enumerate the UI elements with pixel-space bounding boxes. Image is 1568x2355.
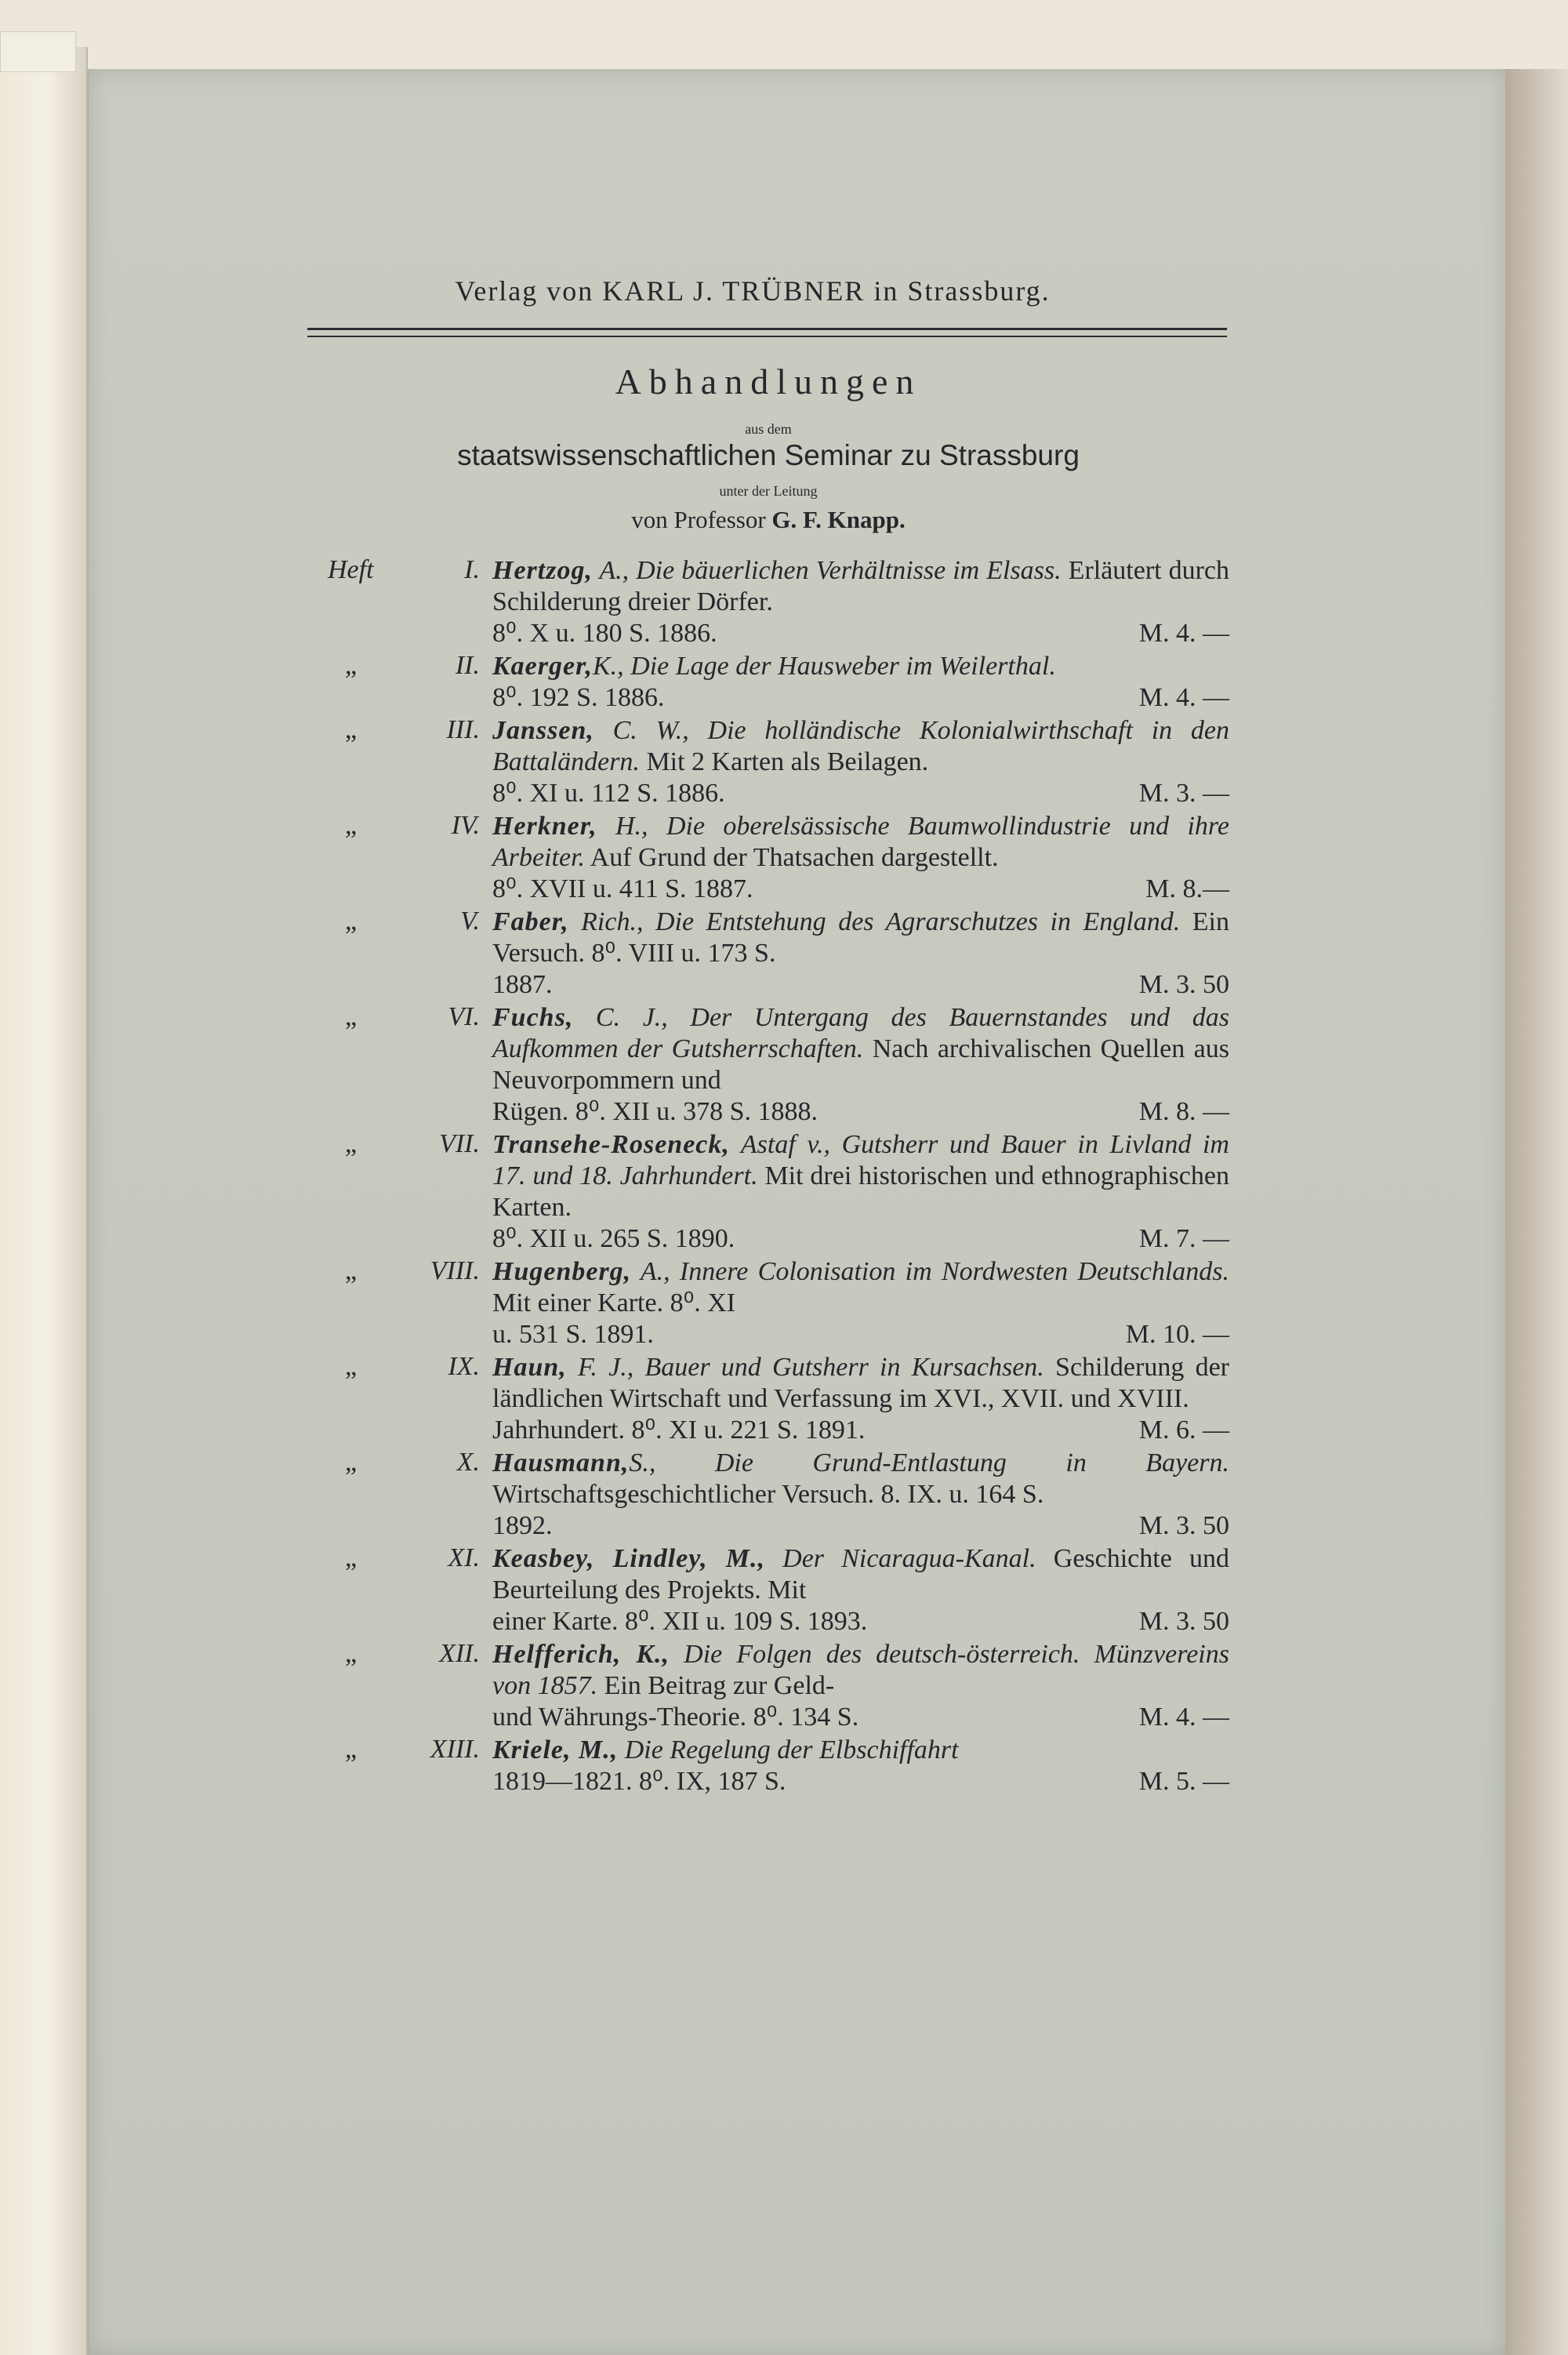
heft-price: M. 10. — — [1125, 1320, 1229, 1349]
heft-number: II. — [455, 651, 480, 680]
heft-label: Heft — [328, 555, 374, 584]
header-rule-thick — [307, 328, 1227, 330]
heft-title: Die Regelung der Elbschiffahrt — [618, 1735, 959, 1764]
heft-author-initials: A., — [631, 1257, 670, 1286]
heft-author: Kaerger, — [492, 652, 593, 681]
heft-details: Schilderung der ländlichen Wirtschaft und Verfassung im XVI., XVII. und XVIII. — [492, 1353, 1229, 1413]
heft-title: Die Folgen des deutsch-österreich. Münzvereins von 1857. — [492, 1640, 1229, 1700]
heft-author: Keasbey, Lindley, M., — [492, 1544, 765, 1573]
heft-details: Auf Grund der Thatsachen dargestellt. — [585, 843, 999, 872]
heft-list — [0, 555, 1333, 1799]
heft-imprint — [492, 1223, 1229, 1255]
heft-author: Hugenberg, — [492, 1257, 632, 1286]
heft-price: M. 3. 50 — [1138, 970, 1229, 999]
heft-number: IV. — [451, 811, 480, 840]
heft-author: Janssen, — [492, 716, 594, 745]
heft-number: VII. — [439, 1129, 480, 1158]
heft-description — [492, 1129, 1229, 1255]
heft-price: M. 4. — — [1138, 619, 1229, 648]
heft-number: VI. — [448, 1002, 480, 1031]
ditto-mark: „ — [345, 1639, 358, 1668]
heft-description — [492, 715, 1229, 809]
heft-year-pages: 8⁰. X u. 180 S. 1886. — [492, 619, 717, 648]
ditto-mark: „ — [345, 811, 358, 840]
heft-imprint — [492, 1702, 1229, 1733]
heft-author: Fuchs, — [492, 1003, 574, 1032]
heft-imprint — [492, 1766, 1229, 1797]
heft-imprint — [492, 874, 1229, 905]
heft-imprint — [492, 1606, 1229, 1637]
heft-title: Die Grund-Entlastung in Bayern. — [655, 1448, 1229, 1477]
series-seminar: staatswissenschaftlichen Seminar zu Strassburg — [457, 439, 1080, 471]
heft-price: M. 4. — — [1138, 683, 1229, 712]
ditto-mark: „ — [345, 907, 358, 936]
heft-title: Bauer und Gutsherr in Kursachsen. — [633, 1353, 1044, 1382]
heft-number: XII. — [439, 1639, 480, 1668]
heft-price: M. 8. — — [1138, 1097, 1229, 1126]
heft-price: M. 6. — — [1138, 1416, 1229, 1445]
heft-details: Wirtschaftsgeschichtlicher Versuch. 8. IX. u. 164 S. — [492, 1480, 1044, 1509]
heft-description — [492, 1543, 1229, 1637]
series-editor — [282, 506, 1254, 534]
heft-imprint — [492, 969, 1229, 1001]
editor-name: G. F. Knapp. — [771, 506, 906, 533]
heft-title: Der Untergang des Bauernstandes und das Aufkommen der Gutsherrschaften. — [492, 1003, 1229, 1063]
heft-details: Mit drei historischen und ethnographischen Karten. — [492, 1161, 1229, 1222]
heft-title: Innere Colonisation im Nordwesten Deutschlands. — [670, 1257, 1230, 1286]
heft-entry — [0, 1639, 1333, 1733]
heft-author-initials: Astaf v., — [729, 1130, 830, 1159]
heft-author-initials: H., — [597, 812, 648, 841]
heft-author-initials: C. J., — [573, 1003, 668, 1032]
heft-imprint — [492, 1415, 1229, 1446]
heft-number: XIII. — [430, 1735, 480, 1764]
heft-imprint — [492, 778, 1229, 809]
series-aus-dem: aus dem — [745, 421, 792, 437]
heft-author: Hausmann, — [492, 1448, 630, 1477]
heft-price: M. 8.— — [1145, 874, 1229, 903]
heft-title: Die oberelsässische Baumwollindustrie und ihre Arbeiter. — [492, 812, 1229, 872]
heft-title: Die Entstehung des Agrarschutzes in England. — [643, 907, 1181, 936]
series-leitung: unter der Leitung — [719, 483, 818, 499]
heft-title: Der Nicaragua-Kanal. — [764, 1544, 1036, 1573]
heft-details: Ein Beitrag zur Geld- — [597, 1671, 835, 1700]
heft-details: Ein Versuch. 8⁰. VIII u. 173 S. — [492, 907, 1230, 968]
heft-author: Helfferich, K., — [492, 1640, 670, 1669]
heft-price: M. 3. — — [1138, 779, 1229, 808]
heft-title: Die holländische Kolonialwirthschaft in den Battaländern. — [492, 716, 1229, 776]
heft-number: X. — [456, 1448, 480, 1477]
heft-author: Herkner, — [492, 812, 597, 841]
heft-entry — [0, 1256, 1333, 1350]
heft-entry — [0, 1543, 1333, 1637]
page-shadow — [1505, 69, 1568, 2355]
ditto-mark: „ — [345, 1002, 358, 1031]
heft-entry — [0, 1129, 1333, 1255]
heft-number: XI. — [448, 1543, 480, 1572]
heft-entry — [0, 1002, 1333, 1128]
ditto-mark: „ — [345, 1543, 358, 1572]
heft-entry — [0, 1448, 1333, 1542]
heft-imprint — [492, 1096, 1229, 1128]
heft-details: Nach archivalischen Quellen aus Neuvorpommern und — [492, 1034, 1229, 1095]
heft-description — [492, 1735, 1229, 1797]
heft-year-pages: 1819—1821. 8⁰. IX, 187 S. — [492, 1767, 786, 1796]
heft-author: Haun, — [492, 1353, 567, 1382]
series-title: Abhandlungen — [615, 362, 922, 402]
heft-year-pages: einer Karte. 8⁰. XII u. 109 S. 1893. — [492, 1607, 868, 1636]
heft-author-initials: F. J., — [566, 1353, 634, 1382]
heft-author: Hertzog, — [492, 556, 593, 585]
heft-description — [492, 651, 1229, 714]
ditto-mark: „ — [345, 1448, 358, 1477]
heft-entry — [0, 907, 1333, 1001]
heft-number: VIII. — [430, 1256, 480, 1285]
heft-details: Erläutert durch Schilderung dreier Dörfer. — [492, 556, 1230, 616]
heft-year-pages: 8⁰. 192 S. 1886. — [492, 683, 665, 712]
heft-year-pages: u. 531 S. 1891. — [492, 1320, 654, 1349]
left-page-corner — [0, 31, 76, 72]
heft-author-initials: Rich., — [568, 907, 644, 936]
ditto-mark: „ — [345, 1352, 358, 1381]
heft-entry — [0, 651, 1333, 714]
heft-author-initials: K., — [592, 652, 624, 681]
heft-year-pages: 1887. — [492, 970, 553, 999]
heft-number: III. — [446, 715, 480, 744]
heft-number: I. — [464, 555, 480, 584]
heft-entry — [0, 811, 1333, 905]
ditto-mark: „ — [345, 1735, 358, 1764]
ditto-mark: „ — [345, 1256, 358, 1285]
heft-title: Gutsherr und Bauer in Livland im 17. und 18. Jahrhundert. — [492, 1130, 1229, 1190]
heft-title: Die Lage der Hausweber im Weilerthal. — [623, 652, 1056, 681]
heft-price: M. 7. — — [1138, 1224, 1229, 1253]
heft-year-pages: und Währungs-Theorie. 8⁰. 134 S. — [492, 1703, 859, 1732]
heft-author: Kriele, M., — [492, 1735, 619, 1764]
heft-entry — [0, 1352, 1333, 1446]
heft-details: Geschichte und Beurteilung des Projekts. Mit — [492, 1544, 1229, 1605]
heft-description — [492, 555, 1229, 649]
ditto-mark: „ — [345, 651, 358, 680]
heft-year-pages: 8⁰. XVII u. 411 S. 1887. — [492, 874, 753, 903]
heft-author-initials: A., — [592, 556, 630, 585]
heft-price: M. 5. — — [1138, 1767, 1229, 1796]
heft-description — [492, 1639, 1229, 1733]
heft-author-initials: C. W., — [593, 716, 689, 745]
heft-details: Mit einer Karte. 8⁰. XI — [492, 1288, 736, 1317]
heft-entry — [0, 1735, 1333, 1797]
heft-number: V. — [460, 907, 480, 936]
heft-number: IX. — [448, 1352, 480, 1381]
heft-year-pages: 1892. — [492, 1511, 553, 1540]
heft-author: Transehe-Roseneck, — [492, 1130, 730, 1159]
heft-author-initials: S., — [629, 1448, 656, 1477]
heft-imprint — [492, 1319, 1229, 1350]
ditto-mark: „ — [345, 1129, 358, 1158]
heft-description — [492, 907, 1229, 1001]
ditto-mark: „ — [345, 715, 358, 744]
heft-description — [492, 1002, 1229, 1128]
editor-prefix: von Professor — [631, 506, 766, 533]
heft-imprint — [492, 682, 1229, 714]
heft-price: M. 3. 50 — [1138, 1607, 1229, 1636]
heft-year-pages: 8⁰. XII u. 265 S. 1890. — [492, 1224, 735, 1253]
heft-price: M. 4. — — [1138, 1703, 1229, 1732]
heft-imprint — [492, 618, 1229, 649]
header-rule-thin — [307, 336, 1227, 337]
publisher-header: Verlag von KARL J. TRÜBNER in Strassburg. — [455, 275, 1051, 307]
heft-description — [492, 1448, 1229, 1542]
heft-title: Die bäuerlichen Verhältnisse im Elsass. — [629, 556, 1062, 585]
heft-year-pages: Rügen. 8⁰. XII u. 378 S. 1888. — [492, 1097, 818, 1126]
heft-entry — [0, 555, 1333, 649]
heft-entry — [0, 715, 1333, 809]
heft-year-pages: Jahrhundert. 8⁰. XI u. 221 S. 1891. — [492, 1416, 866, 1445]
heft-description — [492, 811, 1229, 905]
heft-year-pages: 8⁰. XI u. 112 S. 1886. — [492, 779, 725, 808]
heft-imprint — [492, 1510, 1229, 1542]
heft-description — [492, 1256, 1229, 1350]
heft-price: M. 3. 50 — [1138, 1511, 1229, 1540]
heft-description — [492, 1352, 1229, 1446]
heft-details: Mit 2 Karten als Beilagen. — [639, 747, 929, 776]
heft-author: Faber, — [492, 907, 569, 936]
